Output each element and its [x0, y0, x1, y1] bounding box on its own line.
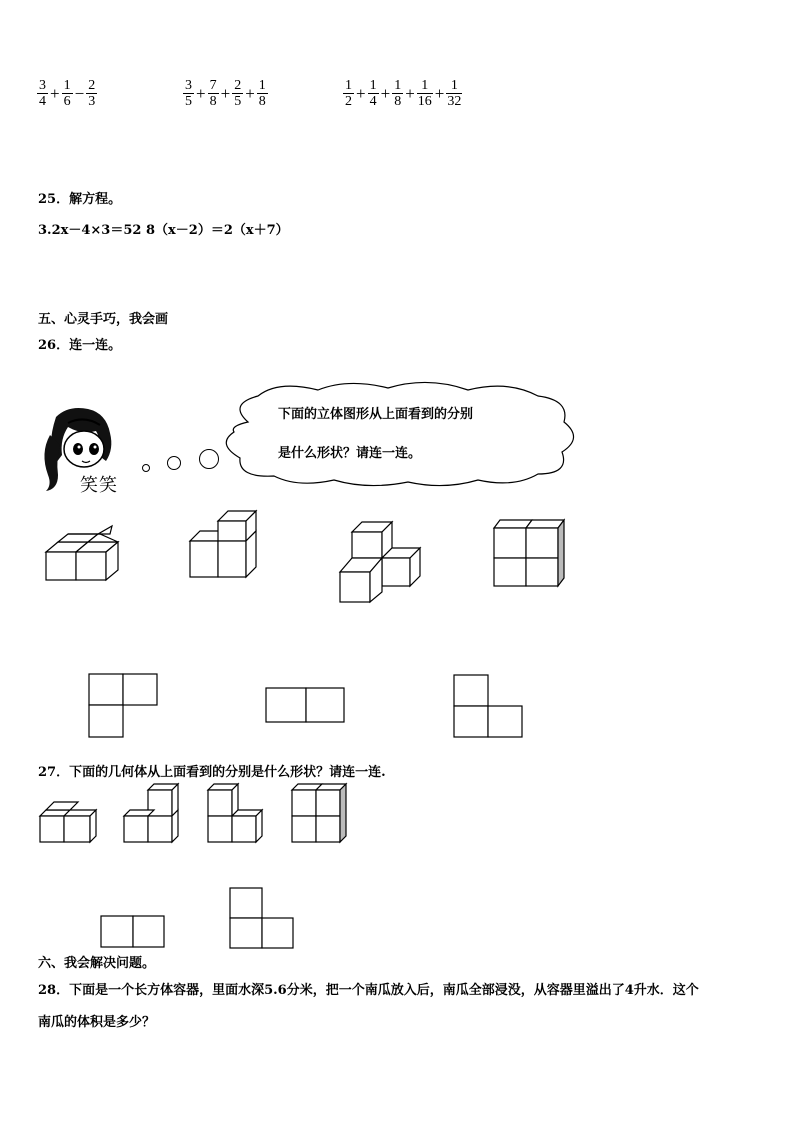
q26-title: 26．连一连。 — [38, 338, 122, 353]
denominator: 3 — [88, 94, 96, 109]
operator: + — [220, 83, 231, 103]
denominator: 2 — [345, 94, 352, 109]
q26-view-1 — [87, 672, 159, 740]
denominator: 8 — [209, 94, 217, 109]
section-5-title: 五、心灵手巧，我会画 — [38, 312, 169, 327]
numerator: 2 — [88, 78, 96, 93]
q27-view-2 — [228, 886, 296, 950]
operator: − — [74, 83, 85, 103]
q25-title: 25．解方程。 — [38, 192, 122, 207]
numerator: 1 — [63, 78, 71, 93]
fraction — [417, 78, 433, 109]
q27-title: 27．下面的几何体从上面看到的分别是什么形状？请连一连. — [38, 765, 386, 780]
operator: + — [356, 83, 366, 103]
denominator: 6 — [63, 94, 71, 109]
operator: + — [434, 83, 445, 103]
fraction — [62, 78, 73, 109]
numerator: 1 — [258, 78, 266, 93]
denominator: 4 — [369, 94, 377, 109]
numerator: 1 — [369, 78, 377, 93]
fraction-expression-1 — [36, 78, 98, 109]
denominator: 16 — [417, 94, 432, 109]
numerator: 3 — [185, 78, 192, 93]
denominator: 32 — [447, 94, 462, 109]
denominator: 5 — [234, 94, 242, 109]
numerator: 3 — [39, 78, 46, 93]
operator: + — [50, 83, 60, 103]
q27-solid-4 — [288, 782, 354, 844]
cloud-text-line-1: 下面的立体图形从上面看到的分别 — [278, 407, 474, 422]
fraction — [368, 78, 379, 109]
section-6-title: 六、我会解决问题。 — [38, 956, 156, 971]
numerator: 2 — [234, 78, 242, 93]
fraction — [86, 78, 97, 109]
thought-bubbles — [140, 446, 220, 476]
fraction — [232, 78, 243, 109]
q28-line-2: 南瓜的体积是多少？ — [38, 1015, 156, 1030]
q27-solid-1 — [36, 800, 102, 846]
operator: + — [405, 83, 415, 103]
fraction-expression-3 — [342, 78, 463, 109]
operator: + — [380, 83, 391, 103]
fraction-expression-2 — [182, 78, 269, 109]
q26-solid-2 — [186, 507, 270, 583]
q27-view-1 — [99, 914, 167, 950]
q26-view-2 — [264, 686, 348, 726]
operator: + — [196, 83, 206, 103]
q25-equation-2: 8（x－2）＝2（x＋7） — [146, 223, 289, 238]
q27-solid-3 — [204, 782, 270, 844]
fraction — [37, 78, 48, 109]
cloud-text-line-2: 是什么形状？请连一连。 — [278, 446, 422, 461]
q26-solid-3 — [338, 516, 428, 608]
q28-line-1: 28．下面是一个长方体容器，里面水深5.6分米，把一个南瓜放入后，南瓜全部浸没，从容器里溢出了4升水．这个 — [38, 983, 699, 998]
q25-equation-1: 3.2x－4×3＝52 — [38, 223, 142, 238]
denominator: 8 — [394, 94, 402, 109]
numerator: 1 — [394, 78, 402, 93]
q26-view-3 — [452, 673, 526, 739]
q26-solid-4 — [490, 516, 570, 592]
numerator: 7 — [209, 78, 217, 93]
q27-solid-2 — [120, 782, 186, 844]
fraction — [183, 78, 194, 109]
fraction — [257, 78, 268, 109]
denominator: 8 — [258, 94, 266, 109]
operator: + — [245, 83, 255, 103]
q26-solid-1 — [40, 522, 130, 586]
fraction — [392, 78, 403, 109]
numerator: 1 — [450, 78, 458, 93]
denominator: 4 — [39, 94, 46, 109]
numerator: 1 — [345, 78, 352, 93]
fraction — [446, 78, 462, 109]
character-caption: 笑笑 — [80, 475, 118, 496]
fraction — [343, 78, 354, 109]
fraction — [208, 78, 219, 109]
denominator: 5 — [185, 94, 192, 109]
speech-cloud — [218, 382, 582, 488]
numerator: 1 — [421, 78, 429, 93]
